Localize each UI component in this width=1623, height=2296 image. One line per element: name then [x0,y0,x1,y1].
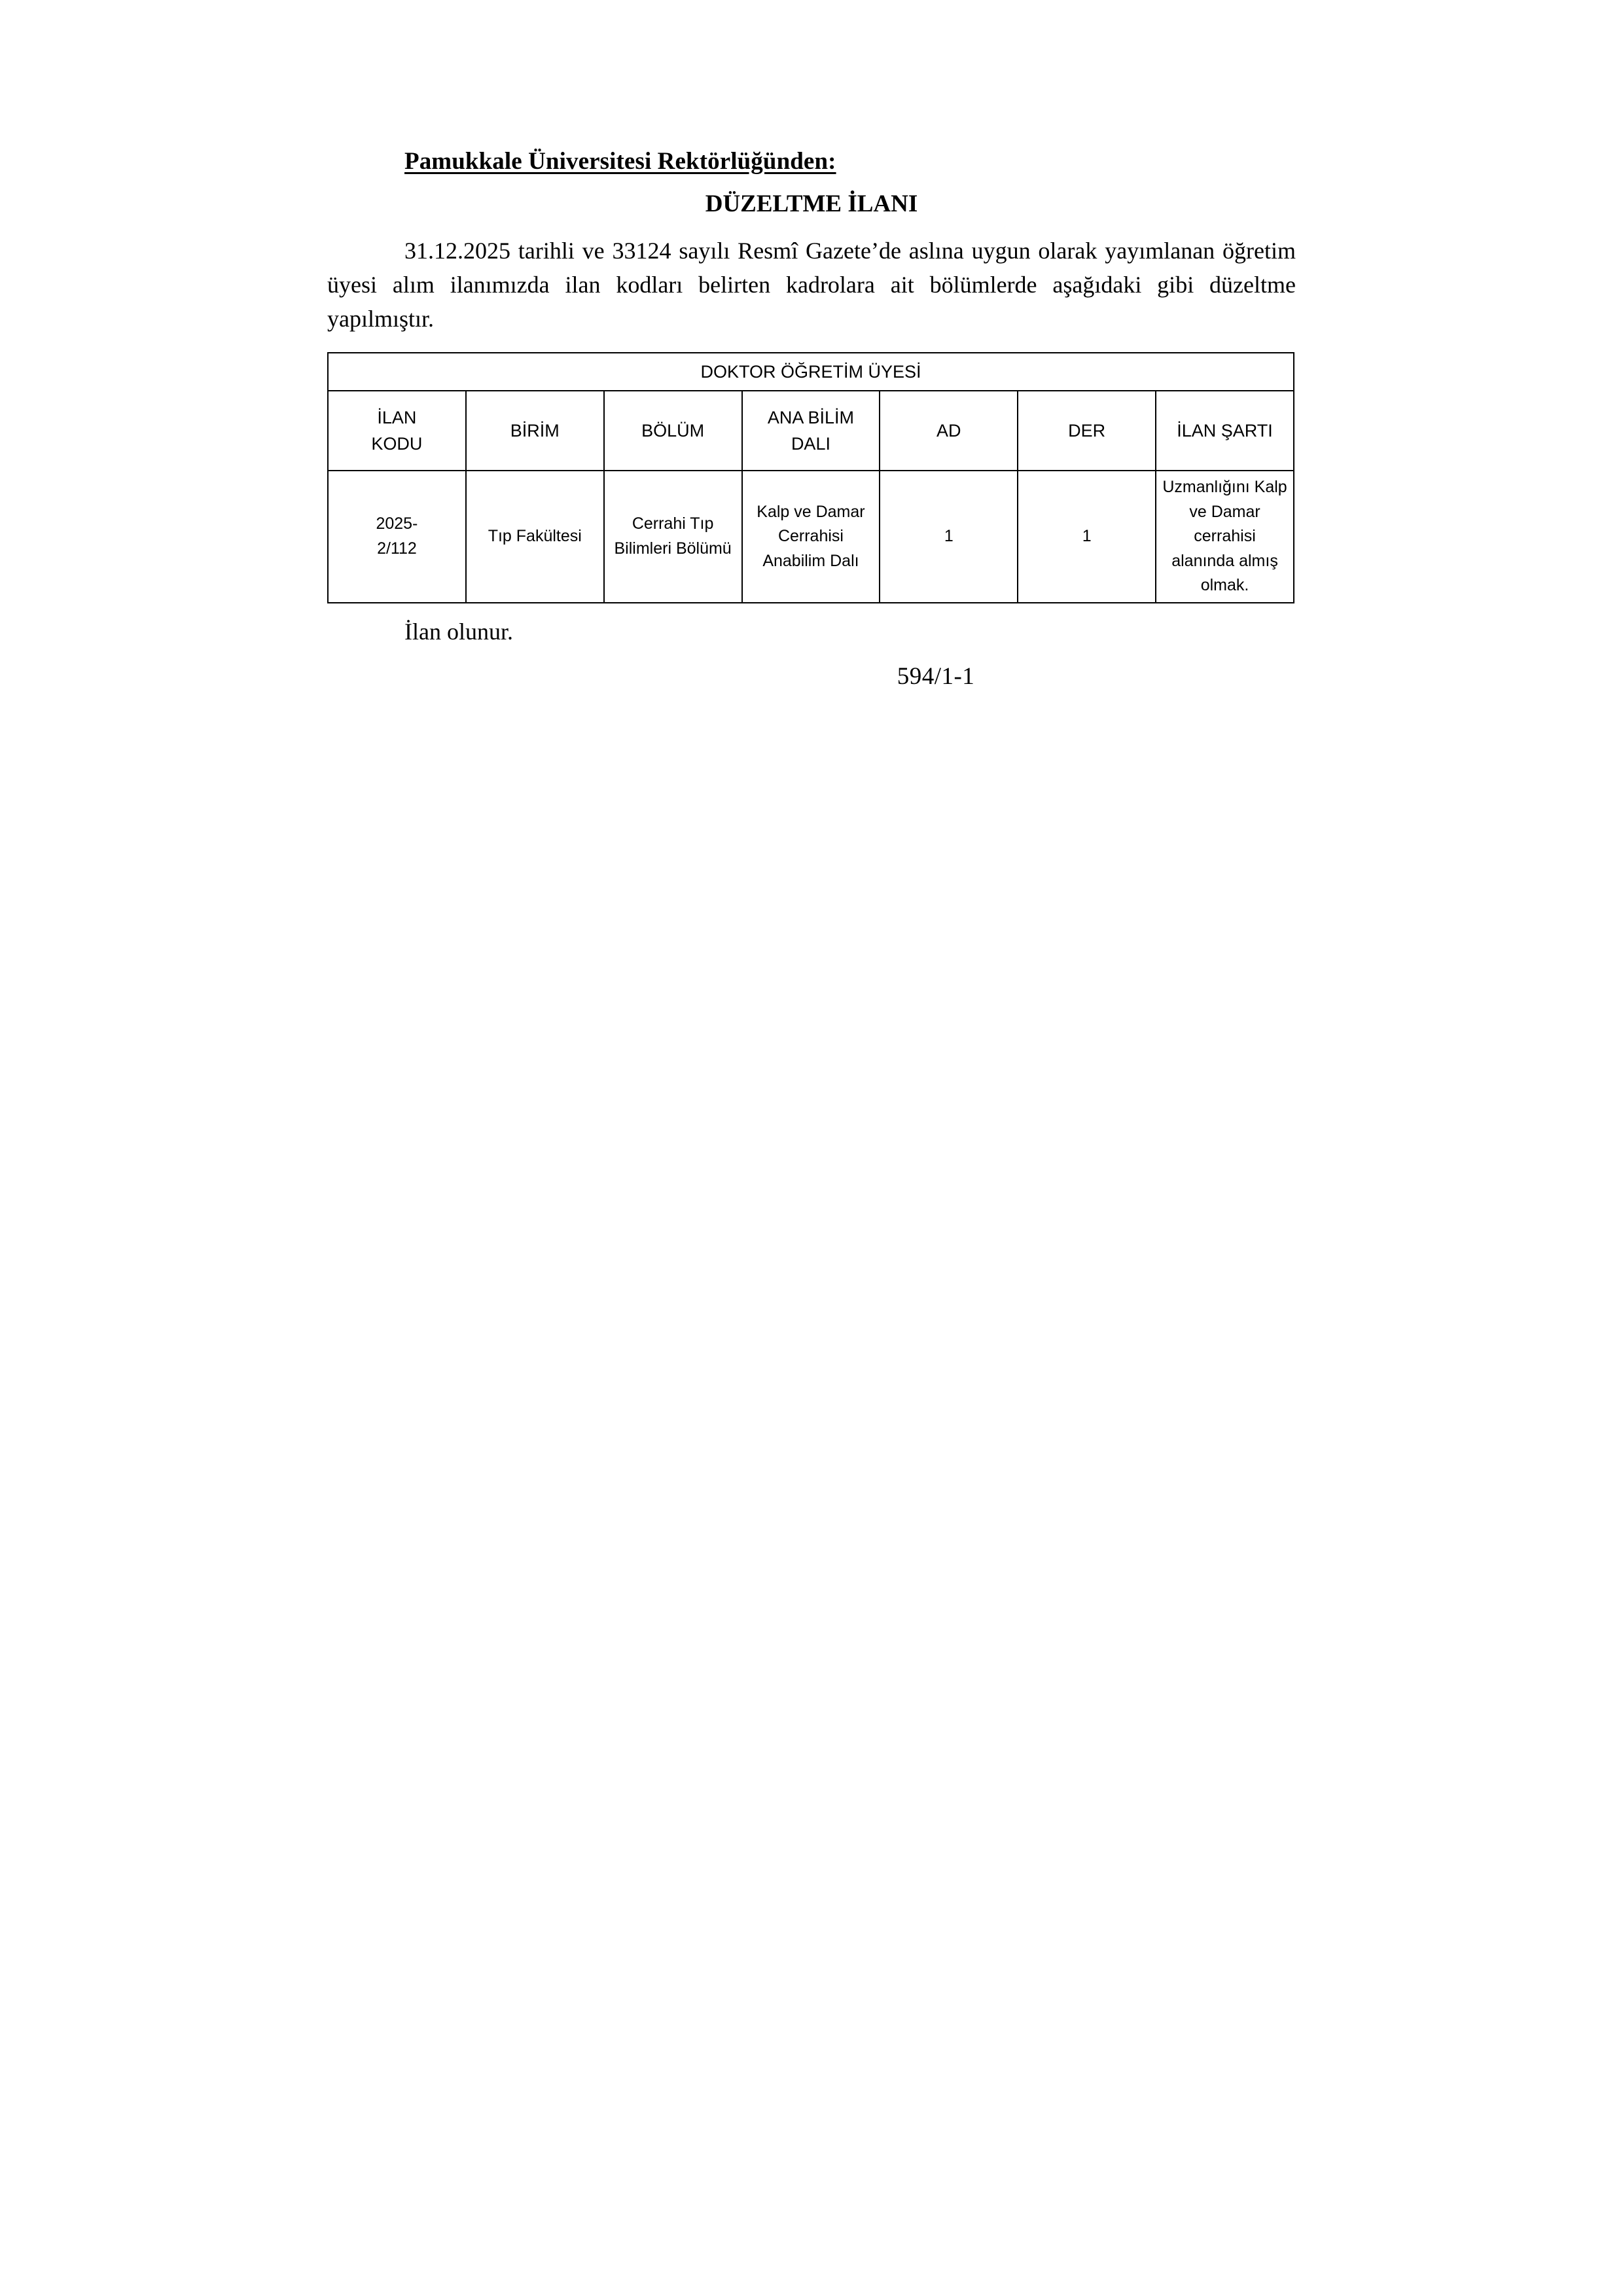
column-header-ilan-kodu-line1: İLAN [377,407,417,427]
table-header-row [328,391,1294,471]
column-header-ilan-kodu-line2: KODU [371,434,423,454]
column-header-bolum: BÖLÜM [604,391,742,471]
cell-birim: Tıp Fakültesi [466,471,604,603]
correction-paragraph: 31.12.2025 tarihli ve 33124 sayılı Resmî Gazete’de aslına uygun olarak yayımlanan öğretim üyesi alım ilanımızda ilan kodları belirten kadrolara ait bölümlerde aşağıdaki gibi düzeltme yapılmıştır. [327,238,1296,332]
cell-ad: 1 [880,471,1018,603]
column-header-ad: AD [880,391,1018,471]
cell-ilan-kodu-line1: 2025- [376,514,418,533]
positions-table [327,352,1294,603]
closing-statement: İlan olunur. [404,618,513,645]
cell-ana-bilim-dali: Kalp ve Damar Cerrahisi Anabilim Dalı [742,471,880,603]
column-header-birim: BİRİM [466,391,604,471]
column-header-der: DER [1018,391,1156,471]
table-row [328,471,1294,603]
institution-heading: Pamukkale Üniversitesi Rektörlüğünden: [404,148,836,175]
table-caption-row [328,353,1294,391]
column-header-ana-bilim-dali: ANA BİLİM DALI [742,391,880,471]
reference-number: 594/1-1 [897,662,975,690]
cell-ilan-sarti: Uzmanlığını Kalp ve Damar cerrahisi alanında almış olmak. [1156,471,1294,603]
table-caption: DOKTOR ÖĞRETİM ÜYESİ [328,353,1294,391]
cell-der: 1 [1018,471,1156,603]
cell-ilan-kodu-line2: 2/112 [377,539,417,558]
column-header-ilan-kodu [328,391,466,471]
document-body [327,147,1296,691]
column-header-ilan-sarti: İLAN ŞARTI [1156,391,1294,471]
cell-bolum: Cerrahi Tıp Bilimleri Bölümü [604,471,742,603]
cell-ilan-kodu [328,471,466,603]
page-title: DÜZELTME İLANI [705,190,918,217]
